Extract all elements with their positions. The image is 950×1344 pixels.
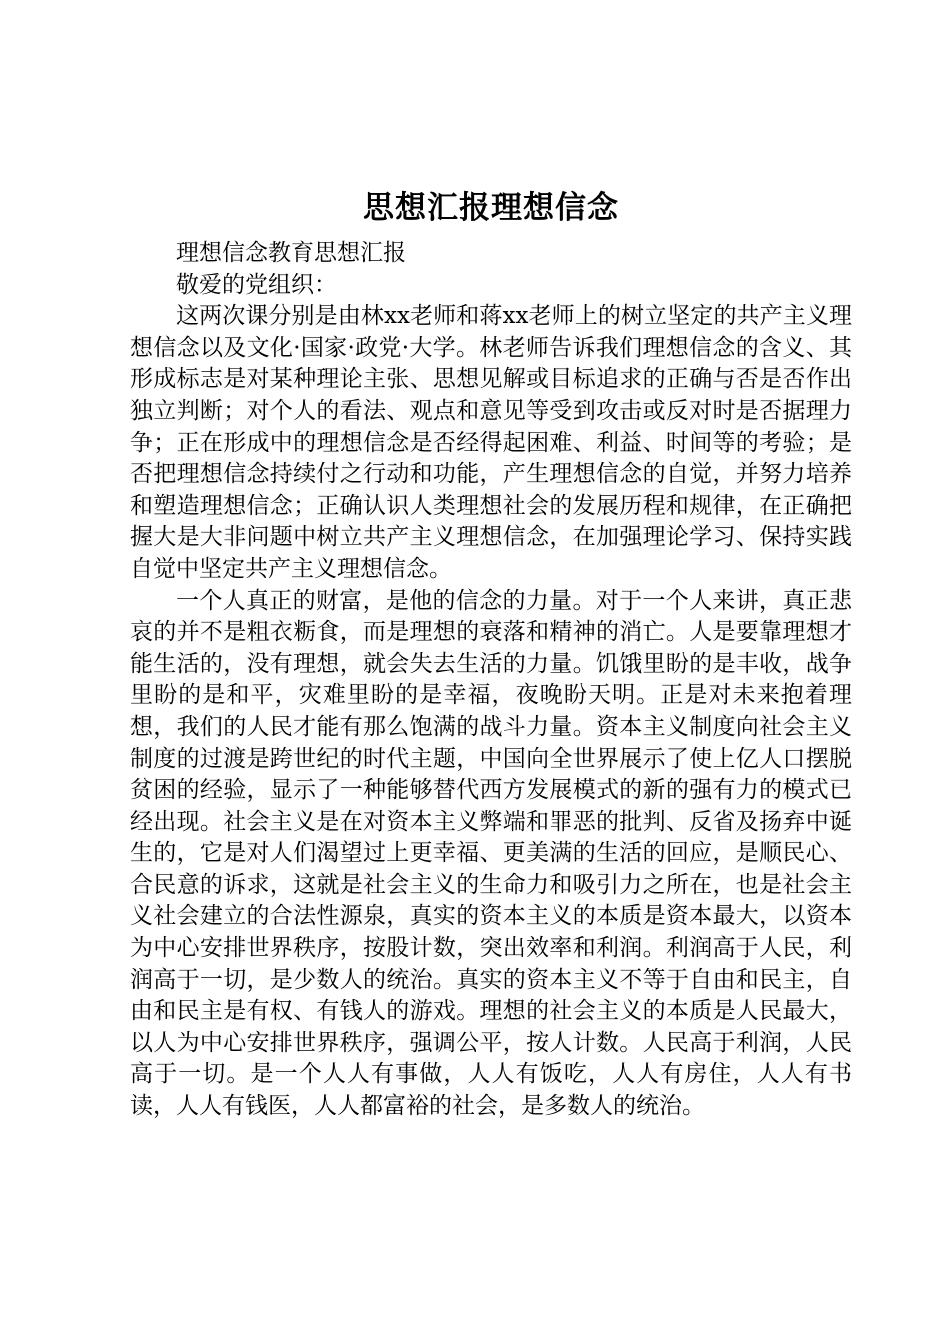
document-title: 思想汇报理想信念 [363, 190, 619, 226]
salutation: 敬爱的党组织： [176, 271, 337, 298]
document-subtitle: 理想信念教育思想汇报 [176, 240, 406, 266]
body-paragraph-1: 这两次课分别是由林xx老师和蒋xx老师上的树立坚定的共产主义理想信念以及文化·国家·政党·大学。林老师告诉我们理想信念的含义、其形成标志是对某种理论主张、思想见解或目标追求的正确与否是否作出独立判断；对个人的看法、观点和意见等受到攻击或反对时是否据理力争；正在形成中的理想信念是否经得起困难、利益、时间等的考验；是否把理想信念持续付之行动和功能，产生理想信念的自觉，并努力培养和塑造理想信念；正确认识人类理想社会的发展历程和规律，在正确把握大是大非问题中树立共产主义理想信念，在加强理论学习、保持实践自觉中坚定共产主义理想信念。 [130, 303, 852, 582]
body-paragraph-2: 一个人真正的财富，是他的信念的力量。对于一个人来讲，真正悲哀的并不是粗衣粝食，而是理想的衰落和精神的消亡。人是要靠理想才能生活的，没有理想，就会失去生活的力量。饥饿里盼的是丰收，战争里盼的是和平，灾难里盼的是幸福，夜晚盼天明。正是对未来抱着理想，我们的人民才能有那么饱满的战斗力量。资本主义制度向社会主义制度的过渡是跨世纪的时代主题，中国向全世界展示了使上亿人口摆脱贫困的经验，显示了一种能够替代西方发展模式的新的强有力的模式已经出现。社会主义是在对资本主义弊端和罪恶的批判、反省及扬弃中诞生的，它是对人们渴望过上更幸福、更美满的生活的回应，是顺民心、合民意的诉求，这就是社会主义的生命力和吸引力之所在，也是社会主义社会建立的合法性源泉，真实的资本主义的本质是资本最大，以资本为中心安排世界秩序，按股计数，突出效率和利润。利润高于人民，利润高于一切，是少数人的统治。真实的资本主义不等于自由和民主，自由和民主是有权、有钱人的游戏。理想的社会主义的本质是人民最大，以人为中心安排世界秩序，强调公平，按人计数。人民高于利润，人民高于一切。是一个人人有事做，人人有饭吃，人人有房住，人人有书读，人人有钱医，人人都富裕的社会，是多数人的统治。 [130, 587, 852, 1120]
document-page [130, 180, 852, 1123]
